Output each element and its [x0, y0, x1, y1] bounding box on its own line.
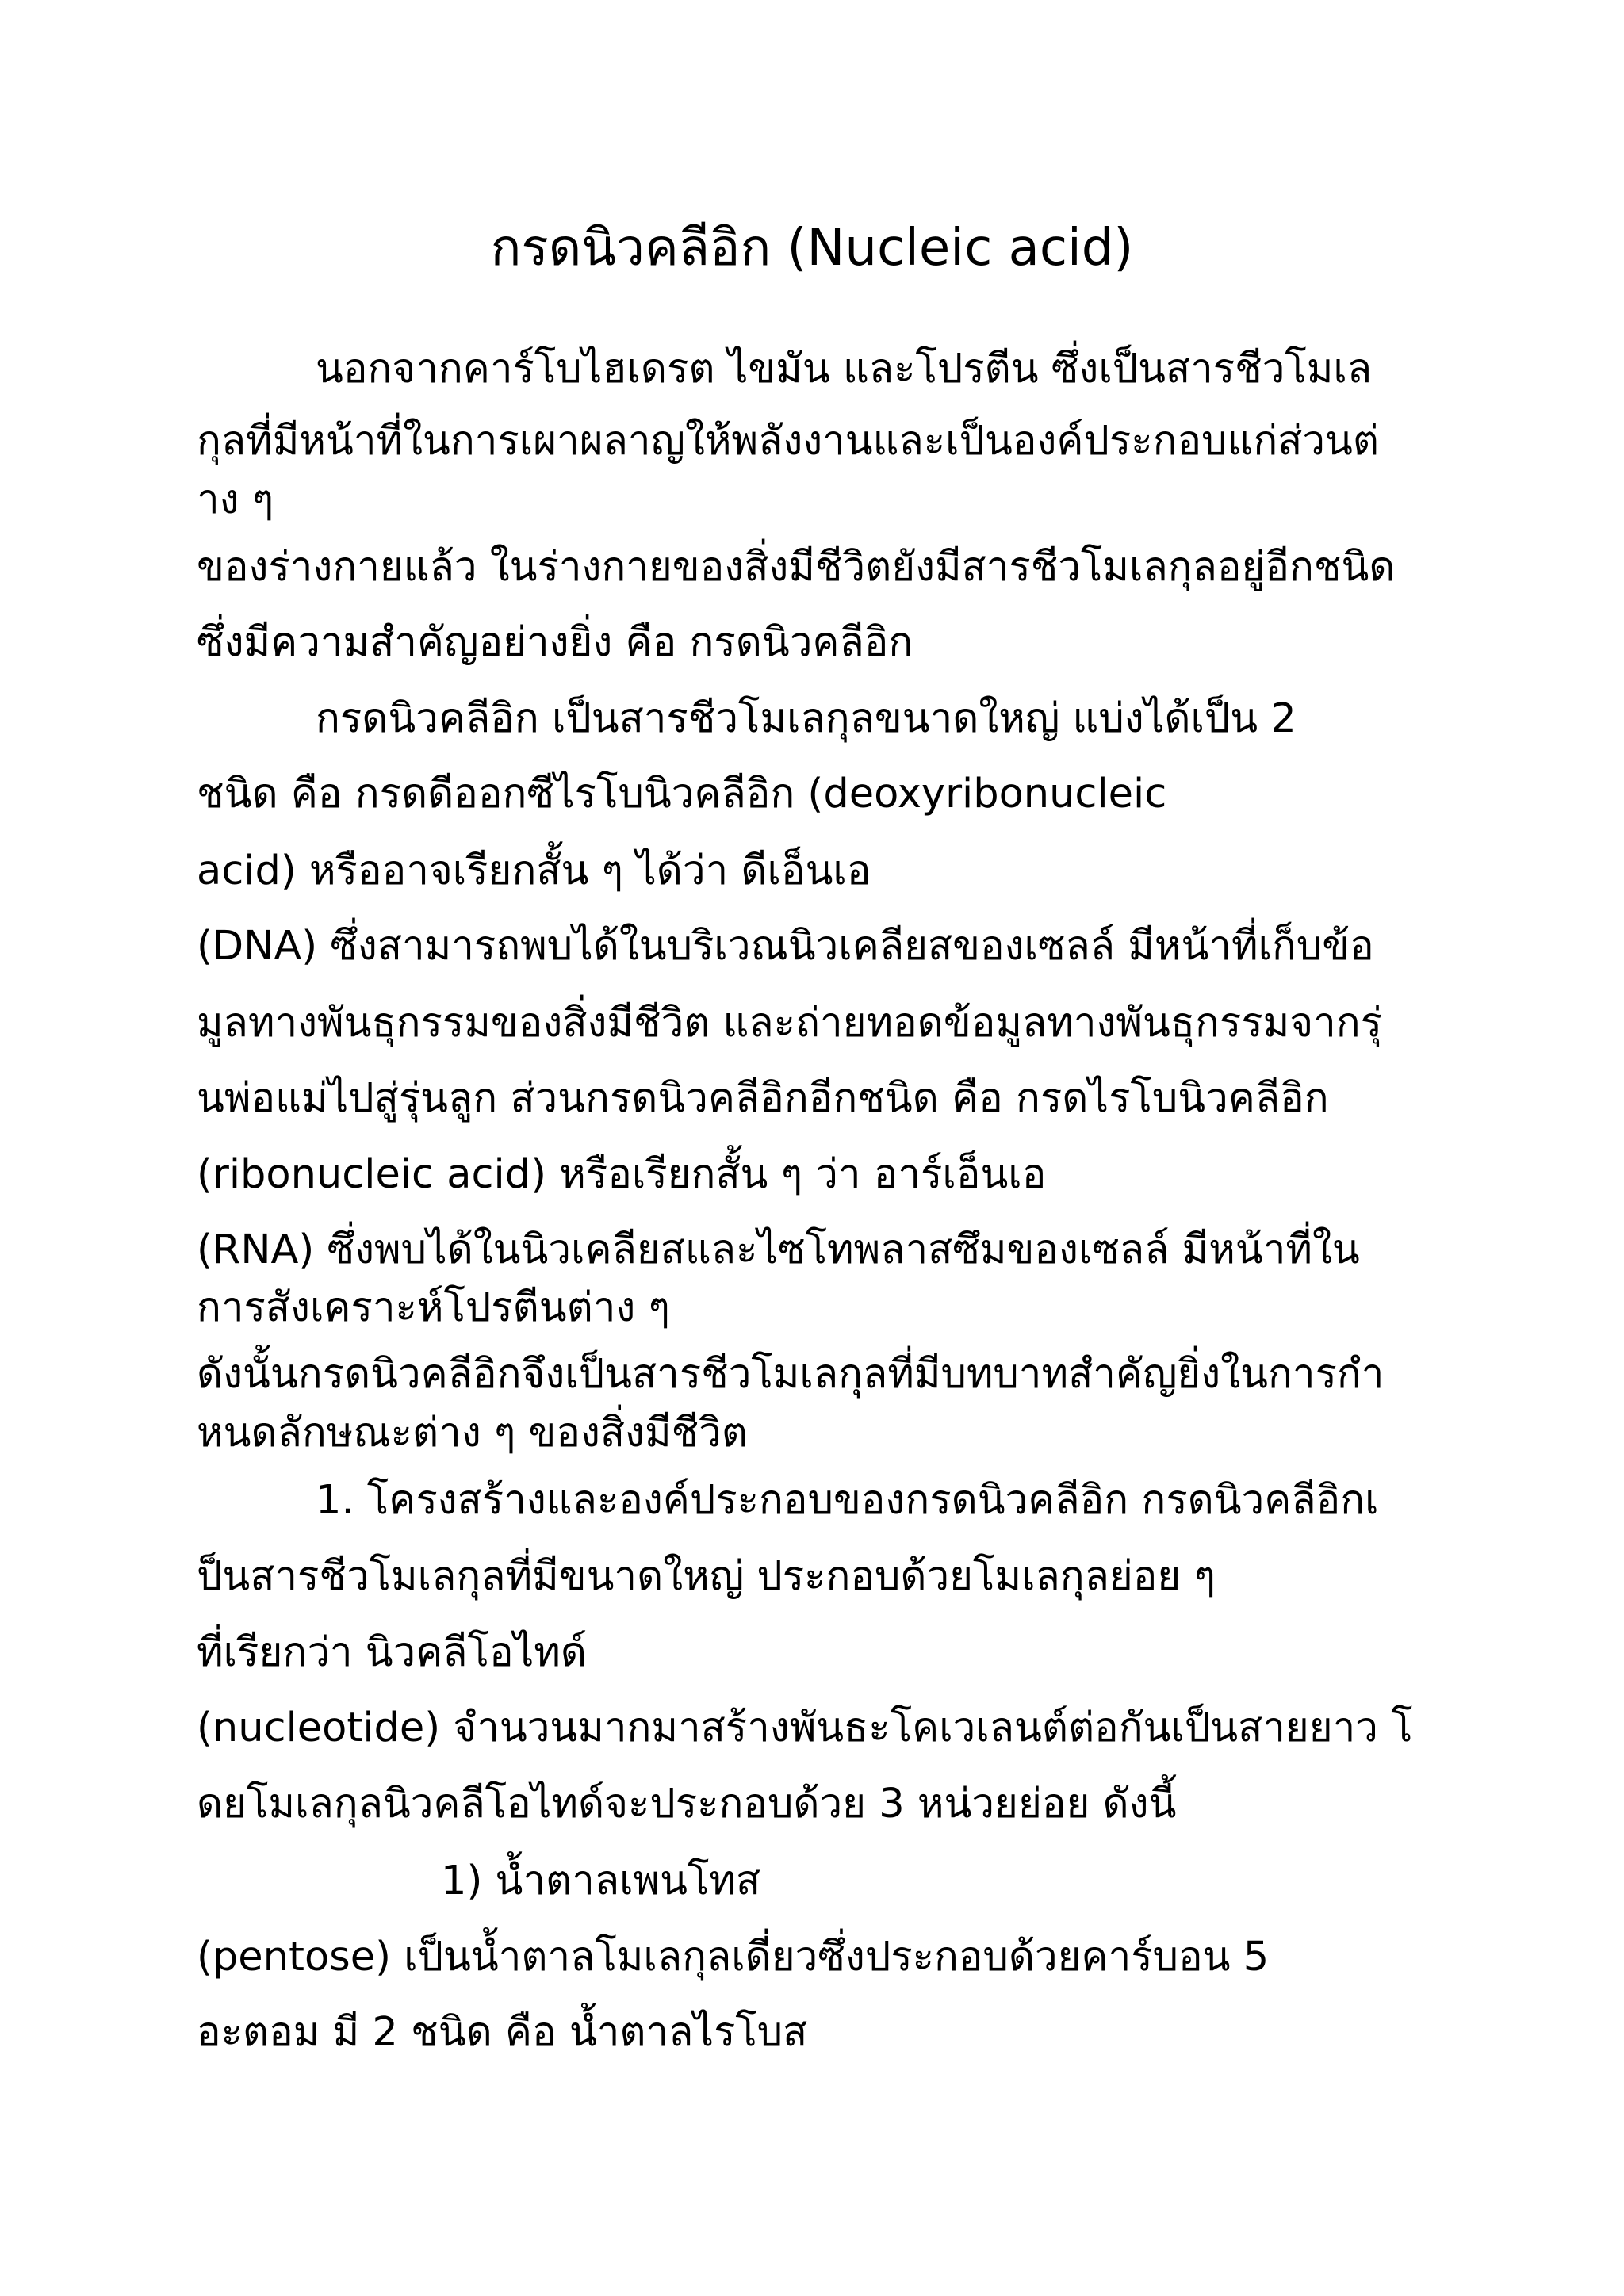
paragraph-line: าง ๆ: [197, 476, 274, 523]
paragraph-line: มูลทางพันธุกรรมของสิ่งมีชีวิต และถ่ายทอดข้อมูลทางพันธุกรรมจากรุ่: [197, 1000, 1383, 1047]
paragraph-line: (nucleotide) จำนวนมากมาสร้างพันธะโคเวเลนต์ต่อกันเป็นสายยาว โ: [197, 1705, 1413, 1751]
paragraph-line: นอกจากคาร์โบไฮเดรต ไขมัน และโปรตีน ซึ่งเป็นสารชีวโมเล: [316, 346, 1373, 392]
paragraph-line: นพ่อแม่ไปสู่รุ่นลูก ส่วนกรดนิวคลีอิกอีกชนิด คือ กรดไรโบนิวคลีอิก: [197, 1075, 1329, 1122]
paragraph-line: กุลที่มีหน้าที่ในการเผาผลาญให้พลังงานและเป็นองค์ประกอบแก่ส่วนต่: [197, 418, 1380, 465]
paragraph-line: ดยโมเลกุลนิวคลีโอไทด์จะประกอบด้วย 3 หน่วยย่อย ดังนี้: [197, 1781, 1177, 1827]
paragraph-line: ชนิด คือ กรดดีออกซีไรโบนิวคลีอิก (deoxyribonucleic: [197, 771, 1167, 817]
paragraph-line: กรดนิวคลีอิก เป็นสารชีวโมเลกุลขนาดใหญ่ แบ่งได้เป็น 2: [316, 695, 1297, 742]
list-item-line: 1) น้ำตาลเพนโทส: [441, 1858, 761, 1904]
paragraph-line: ป็นสารชีวโมเลกุลที่มีขนาดใหญ่ ประกอบด้วยโมเลกุลย่อย ๆ: [197, 1553, 1216, 1600]
paragraph-line: (pentose) เป็นน้ำตาลโมเลกุลเดี่ยวซึ่งประกอบด้วยคาร์บอน 5: [197, 1934, 1270, 1980]
paragraph-line: ที่เรียกว่า นิวคลีโอไทด์: [197, 1629, 587, 1676]
paragraph-line: (DNA) ซึ่งสามารถพบได้ในบริเวณนิวเคลียสของเซลล์ มีหน้าที่เก็บข้อ: [197, 923, 1374, 970]
paragraph-line: (ribonucleic acid) หรือเรียกสั้น ๆ ว่า อาร์เอ็นเอ: [197, 1151, 1047, 1198]
section-heading-line: 1. โครงสร้างและองค์ประกอบของกรดนิวคลีอิก กรดนิวคลีอิกเ: [316, 1477, 1379, 1524]
paragraph-line: อะตอม มี 2 ชนิด คือ น้ำตาลไรโบส: [197, 2009, 808, 2056]
paragraph-line: acid) หรืออาจเรียกสั้น ๆ ได้ว่า ดีเอ็นเอ: [197, 848, 871, 894]
paragraph-line: ดังนั้นกรดนิวคลีอิกจึงเป็นสารชีวโมเลกุลที่มีบทบาทสำคัญยิ่งในการกำ: [197, 1351, 1385, 1398]
document-title: กรดนิวคลีอิก (Nucleic acid): [490, 219, 1134, 277]
paragraph-line: ของร่างกายแล้ว ในร่างกายของสิ่งมีชีวิตยังมีสารชีวโมเลกุลอยู่อีกชนิด: [197, 544, 1396, 591]
paragraph-line: หนดลักษณะต่าง ๆ ของสิ่งมีชีวิต: [197, 1410, 748, 1456]
paragraph-line: การสังเคราะห์โปรตีนต่าง ๆ: [197, 1284, 670, 1331]
paragraph-line: ซึ่งมีความสำคัญอย่างยิ่ง คือ กรดนิวคลีอิก: [197, 619, 914, 666]
paragraph-line: (RNA) ซึ่งพบได้ในนิวเคลียสและไซโทพลาสซึมของเซลล์ มีหน้าที่ใน: [197, 1226, 1360, 1273]
